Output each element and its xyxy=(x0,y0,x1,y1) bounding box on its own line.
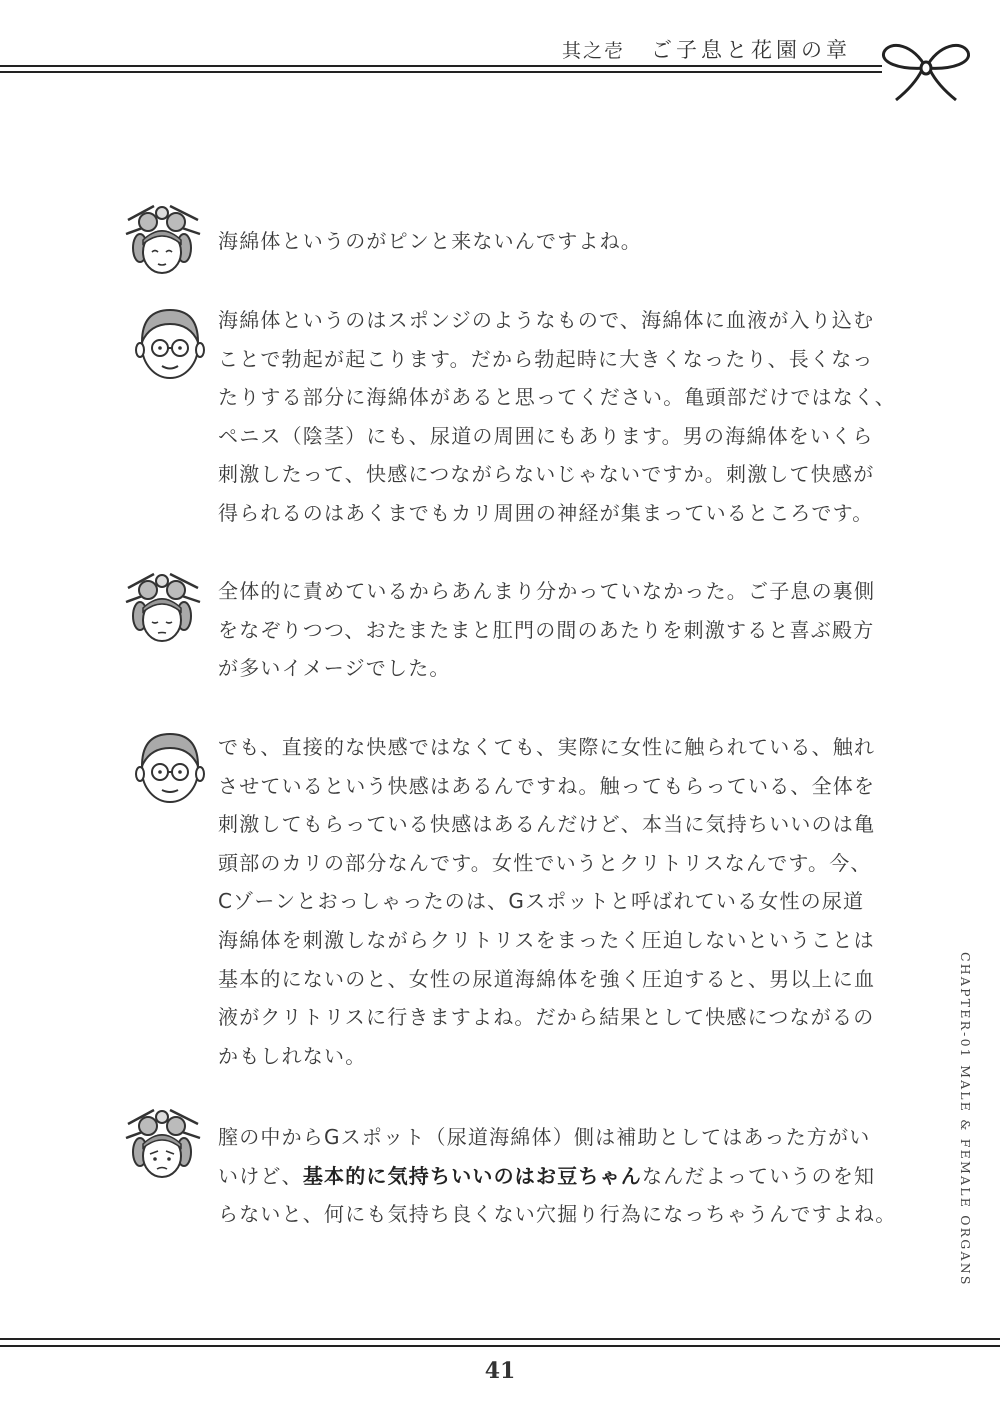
dialogue-line: をなぞりつつ、おたまたまと肛門の間のあたりを刺激すると喜ぶ殿方 xyxy=(218,617,875,642)
dialogue-line xyxy=(218,1157,918,1196)
dialogue-line: 液がクリトリスに行きますよね。だから結果として快感につながるの xyxy=(218,1005,875,1030)
emphasized-text: 基本的に気持ちいいのはお豆ちゃん xyxy=(302,1163,643,1188)
ribbon-bow-icon xyxy=(876,38,976,104)
woman-with-hairpins-icon xyxy=(120,1104,204,1188)
dialogue-line: ペニス（陰茎）にも、尿道の周囲にもあります。男の海綿体をいくら xyxy=(218,423,874,448)
dialogue-line: が多いイメージでした。 xyxy=(218,656,451,681)
dialogue-line: 全体的に責めているからあんまり分かっていなかった。ご子息の裏側 xyxy=(218,579,876,603)
dialogue-line: ことで勃起が起こります。だから勃起時に大きくなったり、長くなっ xyxy=(218,346,874,371)
dialogue-text: なんだよっていうのを知 xyxy=(642,1163,876,1188)
chapter-subtitle: ご子息と花園の章 xyxy=(651,38,852,62)
dialogue-line: させているという快感はあるんですね。触ってもらっている、全体を xyxy=(218,773,876,798)
dialogue-line: かもしれない。 xyxy=(218,1043,367,1068)
dialogue-line: でも、直接的な快感ではなくても、実際に女性に触られている、触れ xyxy=(218,735,876,759)
footer-rule xyxy=(0,1338,1000,1340)
woman-with-hairpins-icon xyxy=(120,200,204,284)
chapter-side-label: CHAPTER-01 MALE & FEMALE ORGANS xyxy=(958,952,973,1287)
dialogue-block xyxy=(218,1118,918,1234)
page-number: 41 xyxy=(484,1358,516,1384)
dialogue-line: 海綿体を刺激しながらクリトリスをまったく圧迫しないということは xyxy=(218,927,875,952)
dialogue-line: 刺激してもらっている快感はあるんだけど、本当に気持ちいいのは亀 xyxy=(218,812,876,837)
woman-with-hairpins-icon xyxy=(120,568,204,652)
dialogue-block xyxy=(218,572,918,688)
header-rule xyxy=(0,65,882,67)
dialogue-block xyxy=(218,301,918,533)
dialogue-line: らないと、何にも気持ち良くない穴掘り行為になっちゃうんですよね。 xyxy=(218,1202,897,1227)
man-with-glasses-icon xyxy=(128,726,212,810)
dialogue-line: 基本的にないのと、女性の尿道海綿体を強く圧迫すると、男以上に血 xyxy=(218,966,876,991)
dialogue-text: いけど、 xyxy=(218,1163,303,1188)
dialogue-line: 海綿体というのがピンと来ないんですよね。 xyxy=(218,229,642,253)
header-rule xyxy=(0,71,882,73)
man-with-glasses-icon xyxy=(128,302,212,386)
chapter-label: 其之壱 xyxy=(562,40,626,62)
dialogue-line: 刺激したって、快感につながらないじゃないですか。刺激して快感が xyxy=(218,462,875,487)
footer-rule xyxy=(0,1345,1000,1347)
dialogue-line: Cゾーンとおっしゃったのは、Gスポットと呼ばれている女性の尿道 xyxy=(218,889,865,914)
dialogue-line: たりする部分に海綿体があると思ってください。亀頭部だけではなく、 xyxy=(218,385,896,410)
dialogue-block xyxy=(218,728,918,1075)
dialogue-block xyxy=(218,222,918,261)
dialogue-line: 得られるのはあくまでもカリ周囲の神経が集まっているところです。 xyxy=(218,500,874,525)
dialogue-line: 頭部のカリの部分なんです。女性でいうとクリトリスなんです。今、 xyxy=(218,850,872,875)
dialogue-line: 海綿体というのはスポンジのようなもので、海綿体に血液が入り込む xyxy=(218,308,875,332)
dialogue-line: 膣の中からGスポット（尿道海綿体）側は補助としてはあった方がい xyxy=(218,1125,871,1149)
header-title xyxy=(562,34,851,64)
